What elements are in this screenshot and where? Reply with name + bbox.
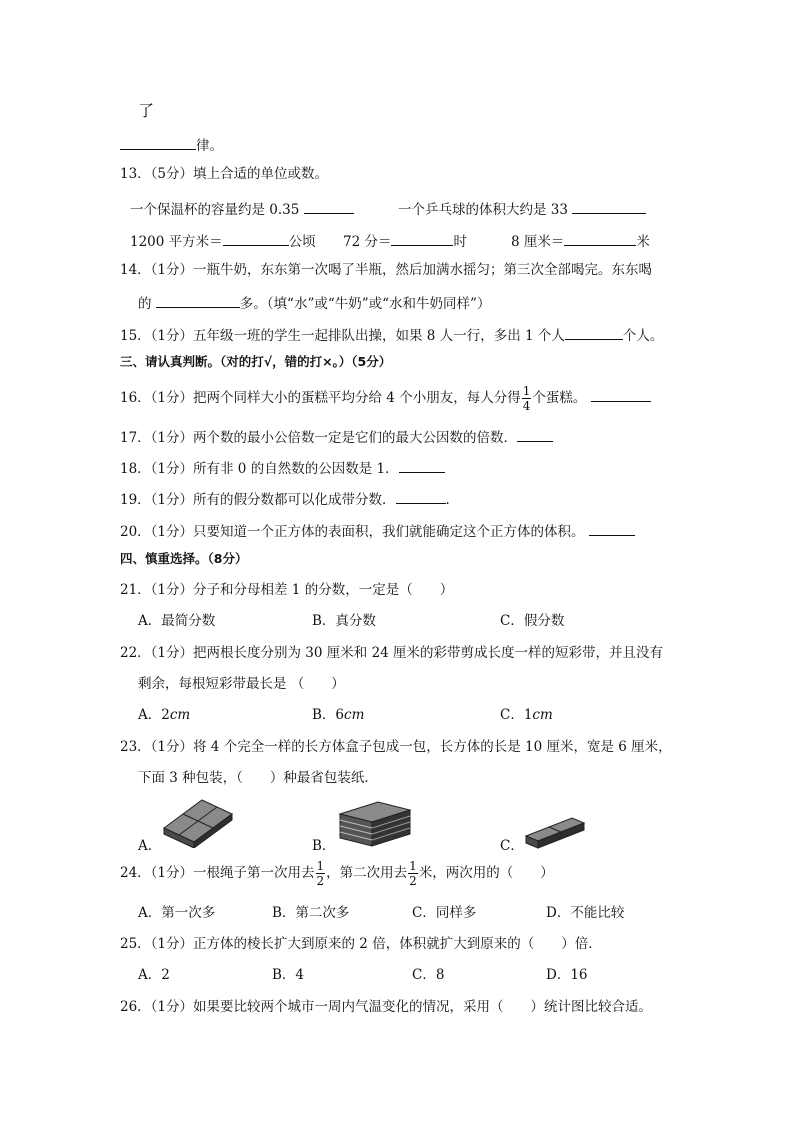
q23-option-a[interactable]: A． xyxy=(138,838,162,854)
q24-option-c[interactable]: C．同样多 xyxy=(412,905,477,921)
question-26: 26．（1分）如果要比较两个城市一周内气温变化的情况，采用（ ）统计图比较合适。 xyxy=(120,999,653,1015)
fraction: $\frac{1}{4}$ xyxy=(522,384,531,413)
q25-option-c[interactable]: C．8 xyxy=(412,967,445,983)
fragment-line: 律。 xyxy=(120,136,223,154)
question-13-item-b: 一个乒乓球的体积大约是 33 xyxy=(398,200,646,218)
q21-option-a[interactable]: A．最简分数 xyxy=(138,613,216,629)
question-17: 17．（1分）两个数的最小公倍数一定是它们的最大公因数的倍数． xyxy=(120,428,553,446)
question-21: 21．（1分）分子和分母相差 1 的分数，一定是（ ） xyxy=(120,582,454,598)
q24-option-a[interactable]: A．第一次多 xyxy=(138,905,216,921)
question-18: 18．（1分）所有非 0 的自然数的公因数是 1． xyxy=(120,459,445,477)
question-15: 15．（1分）五年级一班的学生一起排队出操，如果 8 人一行，多出 1 个人 个人。 xyxy=(120,328,664,344)
question-22-line-1: 22．（1分）把两根长度分别为 30 厘米和 24 厘米的彩带剪成长度一样的短彩带，并且没有 xyxy=(120,645,664,661)
question-14-line-1: 14．（1分）一瓶牛奶，东东第一次喝了半瓶，然后加满水摇匀；第三次全部喝完。东东喝 xyxy=(120,262,653,278)
q24-option-d[interactable]: D．不能比较 xyxy=(546,905,625,921)
section-3-heading: 三、请认真判断。（对的打√，错的打×。）（5分） xyxy=(120,354,392,369)
q25-option-d[interactable]: D．16 xyxy=(546,967,588,983)
q24-option-b[interactable]: B．第二次多 xyxy=(272,905,350,921)
answer-blank[interactable] xyxy=(399,459,445,473)
package-2x2-flat-icon xyxy=(162,796,234,848)
answer-blank[interactable] xyxy=(572,200,646,214)
question-20: 20．（1分）只要知道一个正方体的表面积，我们就能确定这个正方体的体积。 xyxy=(120,522,635,540)
question-14-line-2: 的 多。（填“水”或“牛奶”或“水和牛奶同样”） xyxy=(138,296,491,312)
fragment-char: 了 xyxy=(138,101,155,120)
answer-blank[interactable] xyxy=(120,136,196,150)
question-25: 25．（1分）正方体的棱长扩大到原来的 2 倍，体积就扩大到原来的（ ）倍． xyxy=(120,936,602,952)
question-22-line-2: 剩余，每根短彩带最长是 （ ） xyxy=(138,676,345,692)
answer-blank[interactable] xyxy=(591,388,651,402)
q25-option-a[interactable]: A．2 xyxy=(138,967,170,983)
answer-blank[interactable] xyxy=(156,294,240,308)
package-stacked-icon xyxy=(338,796,412,848)
question-23-line-2: 下面 3 种包装，（ ）种最省包装纸． xyxy=(138,770,378,786)
question-19: 19．（1分）所有的假分数都可以化成带分数． ． xyxy=(120,492,460,508)
package-long-row-icon xyxy=(524,814,586,850)
question-13-item-e: 8 厘米＝ 米 xyxy=(511,234,650,250)
question-23-line-1: 23．（1分）将 4 个完全一样的长方体盒子包成一包，长方体的长是 10 厘米，宽是 6 厘米， xyxy=(120,739,672,755)
q25-option-b[interactable]: B．4 xyxy=(272,967,305,983)
answer-blank[interactable] xyxy=(396,490,446,504)
question-13-title: 13．（5分）填上合适的单位或数。 xyxy=(120,166,329,182)
answer-blank[interactable] xyxy=(517,428,553,442)
answer-blank[interactable] xyxy=(589,522,635,536)
question-16: 16．（1分）把两个同样大小的蛋糕平均分给 4 个小朋友，每人分得 $\frac{1}{4}$ 个蛋糕。 xyxy=(120,385,651,412)
q21-option-b[interactable]: B．真分数 xyxy=(312,613,376,629)
answer-blank[interactable] xyxy=(565,326,623,340)
answer-blank[interactable] xyxy=(223,232,289,246)
q23-option-c[interactable]: C． xyxy=(500,838,524,854)
q22-option-a[interactable]: A．2cm xyxy=(138,707,191,723)
q23-option-b[interactable]: B． xyxy=(312,838,336,854)
answer-blank[interactable] xyxy=(391,232,453,246)
answer-blank[interactable] xyxy=(564,232,636,246)
q22-option-c[interactable]: C．1cm xyxy=(500,707,553,723)
question-13-item-c: 1200 平方米＝ 公顷 xyxy=(130,234,316,250)
section-4-heading: 四、慎重选择。（8分） xyxy=(120,551,248,566)
fraction: $\frac{1}{2}$ xyxy=(316,859,325,888)
q22-option-b[interactable]: B．6cm xyxy=(312,707,365,723)
question-13-item-d: 72 分＝ 时 xyxy=(343,234,467,250)
question-13-item-a: 一个保温杯的容量约是 0.35 xyxy=(130,200,354,218)
answer-blank[interactable] xyxy=(304,200,354,214)
q21-option-c[interactable]: C．假分数 xyxy=(500,613,565,629)
question-24: 24．（1分）一根绳子第一次用去 $\frac{1}{2}$ ，第二次用去 $\frac{1}{2}$ 米，两次用的（ ） xyxy=(120,859,554,888)
fraction: $\frac{1}{2}$ xyxy=(409,859,417,888)
